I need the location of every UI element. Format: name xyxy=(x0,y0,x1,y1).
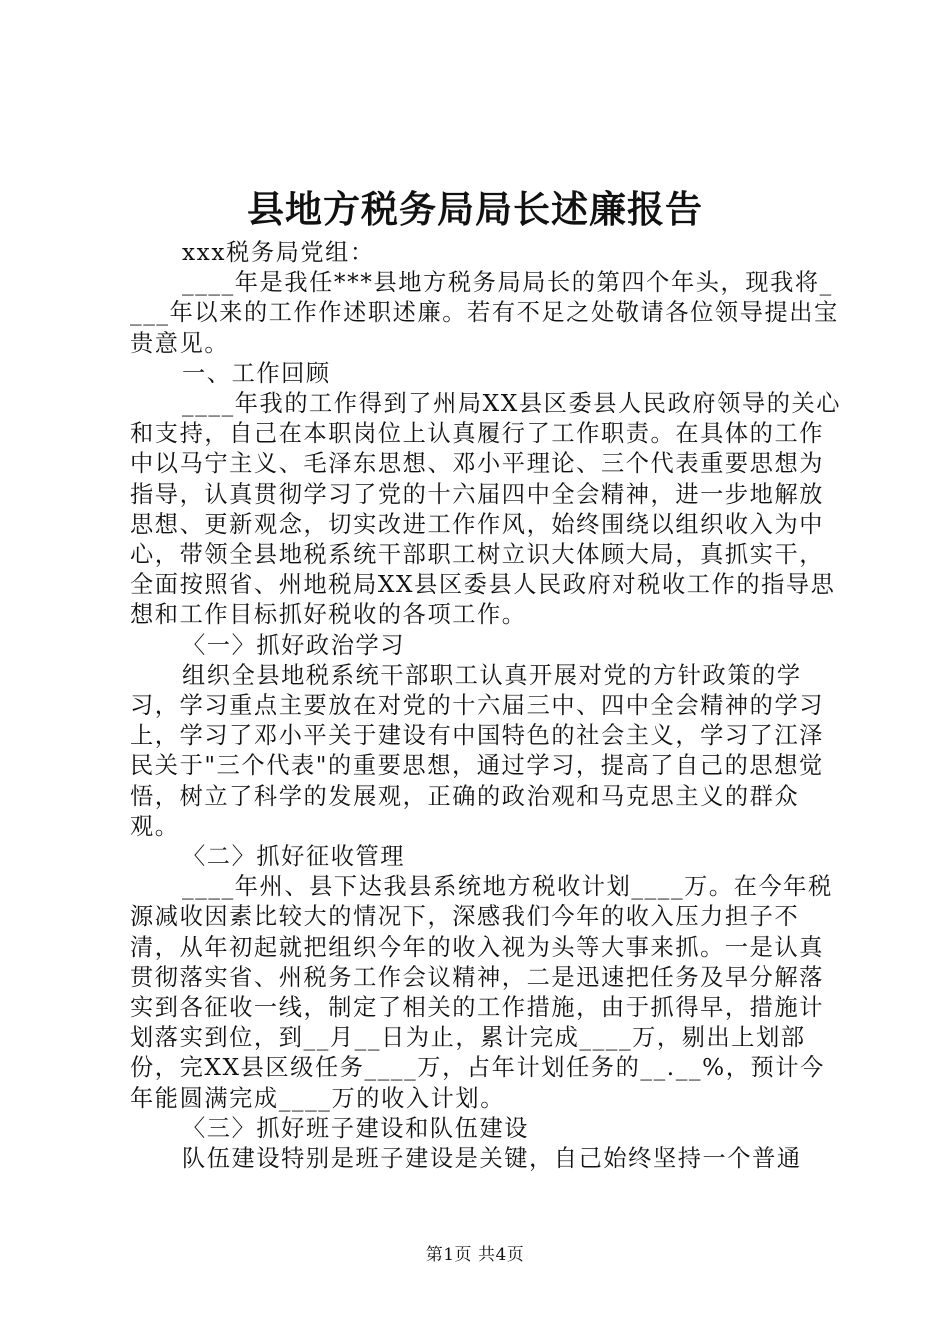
document-body xyxy=(130,238,842,1174)
political-study-paragraph: 组织全县地税系统干部职工认真开展对党的方针政策的学习，学习重点主要放在对党的十六届三中、四中全会精神的学习上，学习了邓小平关于建设有中国特色的社会主义，学习了江泽民关于"三个代表"的重要思想，通过学习，提高了自己的思想觉悟，树立了科学的发展观，正确的政治观和马克思主义的群众观。 xyxy=(130,661,825,840)
section-heading-review: 一、工作回顾 xyxy=(182,359,331,387)
subheading-tax-collection: 〈二〉抓好征收管理 xyxy=(182,843,406,871)
subheading-team-building: 〈三〉抓好班子建设和队伍建设 xyxy=(182,1114,530,1142)
intro-paragraph: ____年是我任***县地方税务局局长的第四个年头，现我将____年以来的工作作述职述廉。若有不足之处敬请各位领导提出宝贵意见。 xyxy=(130,269,839,357)
salutation: xxx税务局党组： xyxy=(182,239,375,266)
team-building-paragraph: 队伍建设特别是班子建设是关键，自己始终坚持一个普通 xyxy=(182,1145,802,1173)
page-footer: 第1页 共4页 xyxy=(425,1245,525,1265)
review-paragraph: ____年我的工作得到了州局XX县区委县人民政府领导的关心和支持，自己在本职岗位上认真履行了工作职责。在具体的工作中以马宁主义、毛泽东思想、邓小平理论、三个代表重要思想为指导，认真贯彻学习了党的十六届四中全会精神，进一步地解放思想、更新观念，切实改进工作作风，始终围绕以组织收入为中心，带领全县地税系统干部职工树立识大体顾大局，真抓实干，全面按照省、州地税局XX县区委县人民政府对税收工作的指导思想和工作目标抓好税收的各项工作。 xyxy=(130,390,842,629)
document-title: 县地方税务局局长述廉报告 xyxy=(247,187,703,231)
subheading-political-study: 〈一〉抓好政治学习 xyxy=(182,631,406,659)
tax-collection-paragraph: ____年州、县下达我县系统地方税收计划____万。在今年税源减收因素比较大的情况下，深感我们今年的收入压力担子不清，从年初起就把组织今年的收入视为头等大事来抓。一是认真贯彻落实省、州税务工作会议精神，二是迅速把任务及早分解落实到各征收一线，制定了相关的工作措施，由于抓得早，措施计划落实到位，到__月__日为止，累计完成____万，剔出上划部份，完XX县区级任务____万，占年计划任务的__.__%，预计今年能圆满完成____万的收入计划。 xyxy=(130,873,833,1112)
